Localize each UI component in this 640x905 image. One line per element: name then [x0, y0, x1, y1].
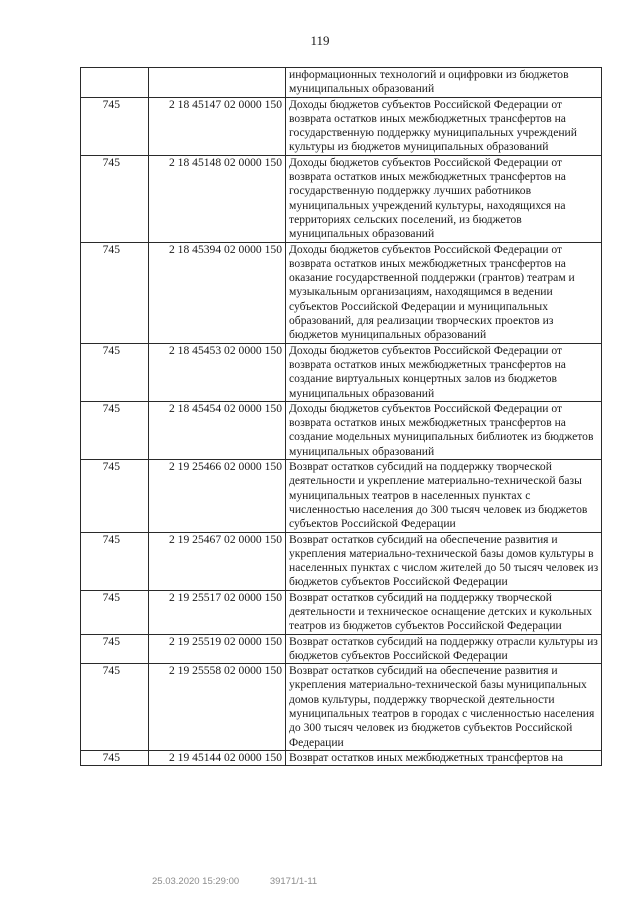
- table-row: [81, 97, 602, 155]
- footer-timestamp: 25.03.2020 15:29:00: [152, 876, 240, 887]
- table-row: [81, 155, 602, 242]
- footer-stamp: [152, 876, 345, 887]
- admin-code-cell: 745: [81, 97, 149, 155]
- revenue-name-cell: Доходы бюджетов субъектов Российской Федерации от возврата остатков иных межбюджетных трансфертов на государственную поддержку лучших работников муниципальных учреждений культуры, находящихся на территориях сельских поселений, из бюджетов муниципальных образований: [286, 155, 602, 242]
- revenue-name-cell: информационных технологий и оцифровки из бюджетов муниципальных образований: [286, 68, 602, 98]
- budget-code-cell: [149, 68, 286, 98]
- revenue-name-cell: Возврат остатков субсидий на обеспечение развития и укрепления материально-технической базы муниципальных домов культуры, поддержку творческой деятельности муниципальных театров в городах с численностью населения до 300 тысяч человек из бюджетов субъектов Российской Федерации: [286, 664, 602, 751]
- table-row: [81, 634, 602, 664]
- table-row: [81, 343, 602, 401]
- revenue-name-cell: Возврат остатков субсидий на поддержку отрасли культуры из бюджетов субъектов Российской Федерации: [286, 634, 602, 664]
- revenue-name-cell: Доходы бюджетов субъектов Российской Федерации от возврата остатков иных межбюджетных трансфертов на создание модельных муниципальных библиотек из бюджетов муниципальных образований: [286, 401, 602, 459]
- revenue-name-cell: Возврат остатков субсидий на обеспечение развития и укрепления материально-технической базы домов культуры в населенных пунктах с числом жителей до 50 тысяч человек из бюджетов субъектов Российской Федерации: [286, 532, 602, 590]
- table-row: [81, 590, 602, 634]
- revenue-name-cell: Доходы бюджетов субъектов Российской Федерации от возврата остатков иных межбюджетных трансфертов на государственную поддержку муниципальных учреждений культуры из бюджетов муниципальных образований: [286, 97, 602, 155]
- page-number: 119: [310, 33, 330, 48]
- revenue-name-cell: Доходы бюджетов субъектов Российской Федерации от возврата остатков иных межбюджетных трансфертов на создание виртуальных концертных залов из бюджетов муниципальных образований: [286, 343, 602, 401]
- admin-code-cell: [81, 68, 149, 98]
- admin-code-cell: 745: [81, 460, 149, 532]
- budget-code-cell: 2 19 25519 02 0000 150: [149, 634, 286, 664]
- admin-code-cell: 745: [81, 242, 149, 343]
- budget-code-cell: 2 18 45394 02 0000 150: [149, 242, 286, 343]
- revenue-name-cell: Возврат остатков субсидий на поддержку творческой деятельности и техническое оснащение детских и кукольных театров из бюджетов субъектов Российской Федерации: [286, 590, 602, 634]
- admin-code-cell: 745: [81, 155, 149, 242]
- table-row: [81, 460, 602, 532]
- revenue-name-cell: Доходы бюджетов субъектов Российской Федерации от возврата остатков иных межбюджетных трансфертов на оказание государственной поддержки (грантов) театрам и музыкальным организациям, находящимся в ведении субъектов Российской Федерации и муниципальных образований, для реализации творческих проектов из бюджетов муниципальных образований: [286, 242, 602, 343]
- table-row: [81, 750, 602, 765]
- budget-code-cell: 2 19 25466 02 0000 150: [149, 460, 286, 532]
- admin-code-cell: 745: [81, 634, 149, 664]
- budget-code-cell: 2 18 45148 02 0000 150: [149, 155, 286, 242]
- table-row: [81, 664, 602, 751]
- admin-code-cell: 745: [81, 590, 149, 634]
- budget-code-cell: 2 19 25467 02 0000 150: [149, 532, 286, 590]
- budget-code-cell: 2 19 45144 02 0000 150: [149, 750, 286, 765]
- budget-code-cell: 2 18 45147 02 0000 150: [149, 97, 286, 155]
- admin-code-cell: 745: [81, 664, 149, 751]
- revenue-name-cell: Возврат остатков субсидий на поддержку творческой деятельности и укрепление материально-технической базы муниципальных театров в населенных пунктах с численностью населения до 300 тысяч человек из бюджетов субъектов Российской Федерации: [286, 460, 602, 532]
- budget-code-cell: 2 18 45453 02 0000 150: [149, 343, 286, 401]
- table-row: [81, 532, 602, 590]
- budget-code-cell: 2 19 25517 02 0000 150: [149, 590, 286, 634]
- admin-code-cell: 745: [81, 532, 149, 590]
- footer-doc-id: 39171/1-11: [269, 876, 318, 887]
- revenue-codes-table: [80, 67, 602, 766]
- revenue-name-cell: Возврат остатков иных межбюджетных трансфертов на: [286, 750, 602, 765]
- admin-code-cell: 745: [81, 343, 149, 401]
- admin-code-cell: 745: [81, 750, 149, 765]
- table-row: [81, 68, 602, 98]
- table-row: [81, 242, 602, 343]
- admin-code-cell: 745: [81, 401, 149, 459]
- budget-code-cell: 2 19 25558 02 0000 150: [149, 664, 286, 751]
- table-row: [81, 401, 602, 459]
- budget-code-cell: 2 18 45454 02 0000 150: [149, 401, 286, 459]
